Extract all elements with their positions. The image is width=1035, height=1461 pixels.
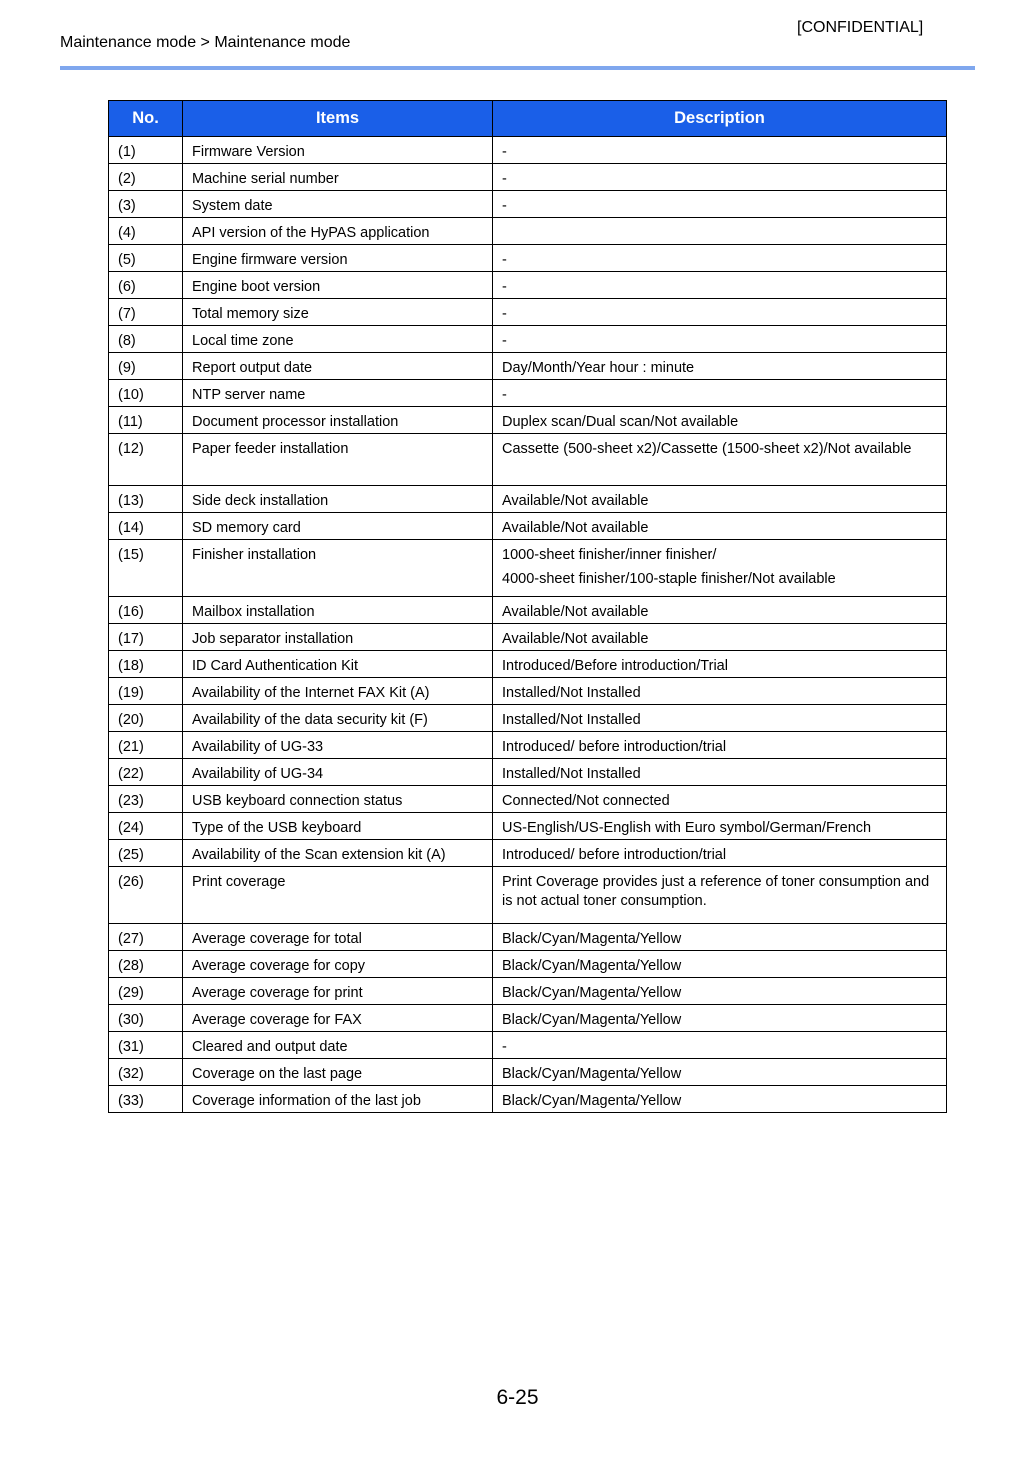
- row-item: Local time zone: [183, 326, 493, 353]
- row-number: (6): [109, 272, 183, 299]
- row-number: (19): [109, 678, 183, 705]
- row-number: (1): [109, 137, 183, 164]
- table-row: [109, 651, 947, 678]
- table-row: [109, 705, 947, 732]
- row-item: Print coverage: [183, 867, 493, 924]
- table-row: [109, 813, 947, 840]
- table-row: [109, 786, 947, 813]
- row-description: -: [493, 380, 947, 407]
- row-item: Total memory size: [183, 299, 493, 326]
- row-item: Availability of the data security kit (F): [183, 705, 493, 732]
- row-description: Available/Not available: [493, 486, 947, 513]
- table-row: [109, 678, 947, 705]
- row-item: Engine boot version: [183, 272, 493, 299]
- row-item: Coverage on the last page: [183, 1059, 493, 1086]
- row-description: Black/Cyan/Magenta/Yellow: [493, 951, 947, 978]
- confidential-label: [CONFIDENTIAL]: [797, 19, 924, 36]
- row-description: Installed/Not Installed: [493, 759, 947, 786]
- row-number: (17): [109, 624, 183, 651]
- table-row: [109, 540, 947, 597]
- table-row: [109, 732, 947, 759]
- row-number: (26): [109, 867, 183, 924]
- table-row: [109, 326, 947, 353]
- row-description: US-English/US-English with Euro symbol/German/French: [493, 813, 947, 840]
- row-description: -: [493, 1032, 947, 1059]
- row-item: Side deck installation: [183, 486, 493, 513]
- table-row: [109, 164, 947, 191]
- row-description: Duplex scan/Dual scan/Not available: [493, 407, 947, 434]
- table-row: [109, 624, 947, 651]
- row-number: (28): [109, 951, 183, 978]
- row-item: NTP server name: [183, 380, 493, 407]
- row-number: (30): [109, 1005, 183, 1032]
- row-item: Availability of UG-34: [183, 759, 493, 786]
- row-item: System date: [183, 191, 493, 218]
- row-description: Introduced/ before introduction/trial: [493, 732, 947, 759]
- row-item: Coverage information of the last job: [183, 1086, 493, 1113]
- row-description: Introduced/ before introduction/trial: [493, 840, 947, 867]
- row-item: Cleared and output date: [183, 1032, 493, 1059]
- table-row: [109, 867, 947, 924]
- row-item: Availability of UG-33: [183, 732, 493, 759]
- column-header-description: Description: [493, 101, 947, 137]
- row-description: Black/Cyan/Magenta/Yellow: [493, 978, 947, 1005]
- row-description: -: [493, 299, 947, 326]
- table-row: [109, 272, 947, 299]
- row-number: (15): [109, 540, 183, 597]
- row-description: -: [493, 137, 947, 164]
- row-item: Type of the USB keyboard: [183, 813, 493, 840]
- row-number: (5): [109, 245, 183, 272]
- row-item: USB keyboard connection status: [183, 786, 493, 813]
- row-item: SD memory card: [183, 513, 493, 540]
- table-row: [109, 486, 947, 513]
- row-item: Average coverage for print: [183, 978, 493, 1005]
- row-number: (24): [109, 813, 183, 840]
- row-item: API version of the HyPAS application: [183, 218, 493, 245]
- row-item: ID Card Authentication Kit: [183, 651, 493, 678]
- row-description: Black/Cyan/Magenta/Yellow: [493, 1005, 947, 1032]
- row-item: Average coverage for copy: [183, 951, 493, 978]
- table-row: [109, 299, 947, 326]
- row-number: (12): [109, 434, 183, 486]
- column-header-items: Items: [183, 101, 493, 137]
- row-description: Cassette (500-sheet x2)/Cassette (1500-sheet x2)/Not available: [493, 434, 947, 486]
- table-row: [109, 407, 947, 434]
- header-divider: [60, 66, 975, 70]
- row-number: (31): [109, 1032, 183, 1059]
- row-description: -: [493, 164, 947, 191]
- row-description: Day/Month/Year hour : minute: [493, 353, 947, 380]
- row-item: Document processor installation: [183, 407, 493, 434]
- row-description-line1: 1000-sheet finisher/inner finisher/: [502, 547, 717, 563]
- row-description-line2: 4000-sheet finisher/100-staple finisher/Not available: [502, 571, 836, 587]
- row-description: Available/Not available: [493, 624, 947, 651]
- row-description: -: [493, 245, 947, 272]
- row-description: Installed/Not Installed: [493, 678, 947, 705]
- row-item: Report output date: [183, 353, 493, 380]
- row-description: Black/Cyan/Magenta/Yellow: [493, 1086, 947, 1113]
- row-description: Connected/Not connected: [493, 786, 947, 813]
- row-number: (25): [109, 840, 183, 867]
- row-description: Black/Cyan/Magenta/Yellow: [493, 1059, 947, 1086]
- row-number: (18): [109, 651, 183, 678]
- row-number: (22): [109, 759, 183, 786]
- row-number: (9): [109, 353, 183, 380]
- page-number: 6-25: [496, 1386, 539, 1409]
- row-description: -: [493, 272, 947, 299]
- row-number: (29): [109, 978, 183, 1005]
- row-number: (27): [109, 924, 183, 951]
- table-row: [109, 978, 947, 1005]
- table-row: [109, 1059, 947, 1086]
- row-description: Black/Cyan/Magenta/Yellow: [493, 924, 947, 951]
- row-item: Engine firmware version: [183, 245, 493, 272]
- row-number: (7): [109, 299, 183, 326]
- row-description: Available/Not available: [493, 513, 947, 540]
- table-row: [109, 1005, 947, 1032]
- row-number: (33): [109, 1086, 183, 1113]
- table-row: [109, 759, 947, 786]
- row-item: Availability of the Internet FAX Kit (A): [183, 678, 493, 705]
- table-row: [109, 513, 947, 540]
- row-number: (8): [109, 326, 183, 353]
- row-item: Machine serial number: [183, 164, 493, 191]
- row-number: (2): [109, 164, 183, 191]
- row-description: [493, 218, 947, 245]
- table-row: [109, 434, 947, 486]
- row-description: [493, 540, 947, 597]
- row-number: (4): [109, 218, 183, 245]
- table-row: [109, 951, 947, 978]
- row-description: Introduced/Before introduction/Trial: [493, 651, 947, 678]
- breadcrumb: Maintenance mode > Maintenance mode: [60, 34, 351, 51]
- table-header-row: [109, 101, 947, 137]
- row-description: Print Coverage provides just a reference of toner consumption and is not actual toner consumption.: [493, 867, 947, 924]
- table-row: [109, 218, 947, 245]
- row-number: (23): [109, 786, 183, 813]
- maintenance-items-table: [108, 100, 947, 1113]
- table-row: [109, 840, 947, 867]
- row-number: (14): [109, 513, 183, 540]
- table-row: [109, 924, 947, 951]
- row-number: (21): [109, 732, 183, 759]
- row-number: (3): [109, 191, 183, 218]
- table-row: [109, 597, 947, 624]
- row-item: Mailbox installation: [183, 597, 493, 624]
- row-description: -: [493, 326, 947, 353]
- row-number: (20): [109, 705, 183, 732]
- row-item: Average coverage for FAX: [183, 1005, 493, 1032]
- table-row: [109, 245, 947, 272]
- row-item: Availability of the Scan extension kit (A): [183, 840, 493, 867]
- table-row: [109, 137, 947, 164]
- row-number: (13): [109, 486, 183, 513]
- row-item: Average coverage for total: [183, 924, 493, 951]
- table-row: [109, 1032, 947, 1059]
- row-description: -: [493, 191, 947, 218]
- table-row: [109, 353, 947, 380]
- table-row: [109, 1086, 947, 1113]
- row-item: Firmware Version: [183, 137, 493, 164]
- row-number: (11): [109, 407, 183, 434]
- row-number: (16): [109, 597, 183, 624]
- table-row: [109, 380, 947, 407]
- row-description: Installed/Not Installed: [493, 705, 947, 732]
- row-description: Available/Not available: [493, 597, 947, 624]
- table-row: [109, 191, 947, 218]
- row-item: Job separator installation: [183, 624, 493, 651]
- row-item: Finisher installation: [183, 540, 493, 597]
- row-number: (10): [109, 380, 183, 407]
- column-header-no: No.: [109, 101, 183, 137]
- row-item: Paper feeder installation: [183, 434, 493, 486]
- row-number: (32): [109, 1059, 183, 1086]
